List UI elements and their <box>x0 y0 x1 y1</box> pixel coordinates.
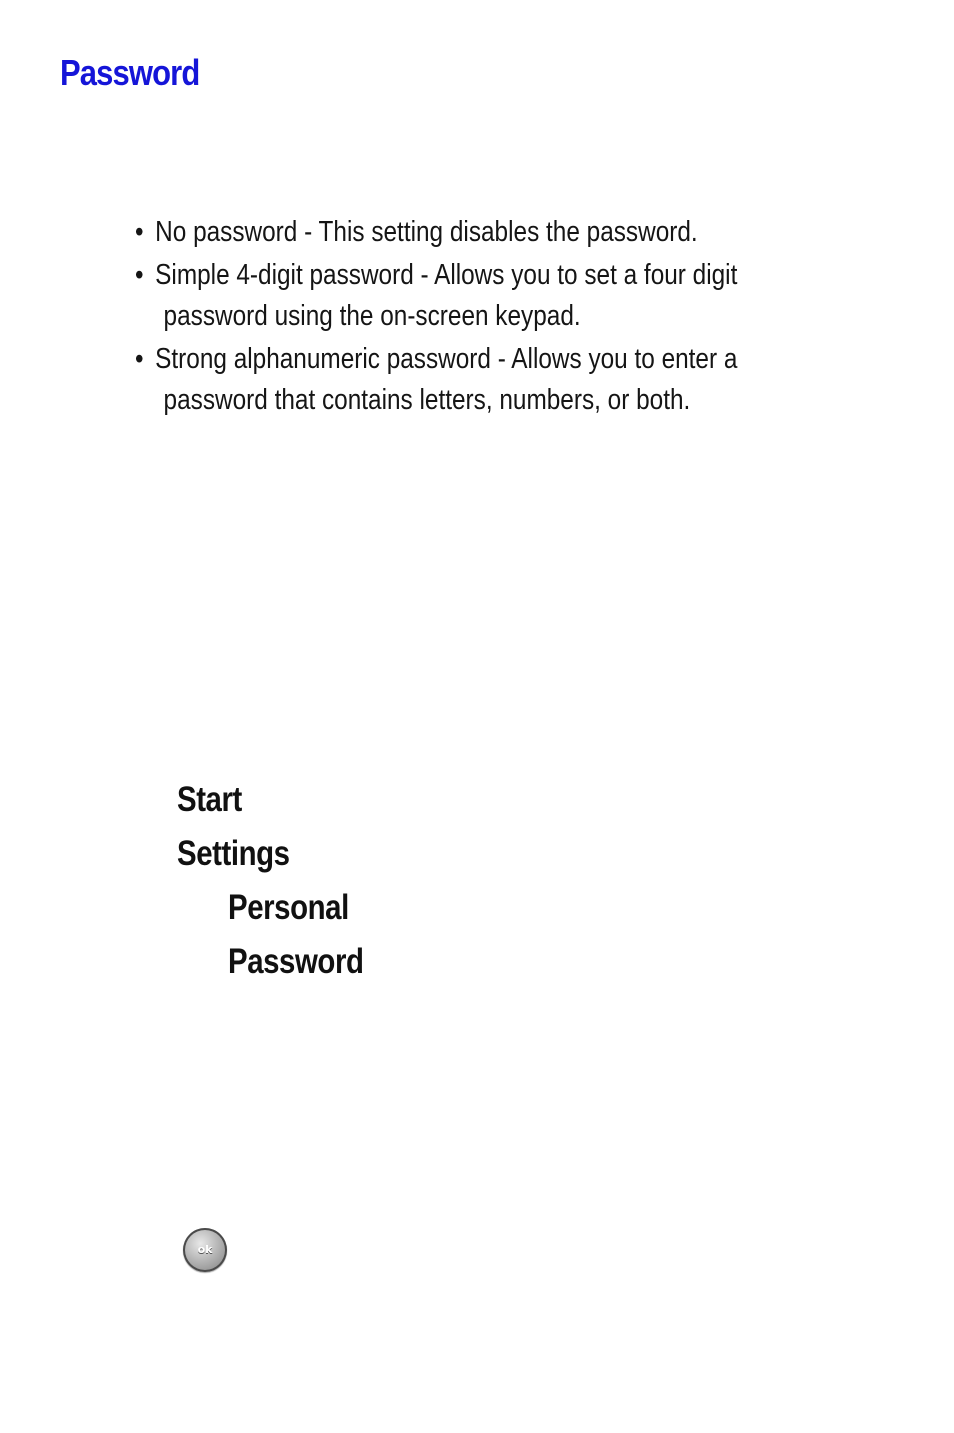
option-simple-4-digit-password <box>135 255 773 337</box>
password-options-list <box>135 212 773 423</box>
nav-step-password: Password <box>228 942 364 981</box>
option-separator: - <box>413 259 435 291</box>
option-strong-alphanumeric-password <box>135 339 773 421</box>
option-description: Allows you to enter a <box>511 343 738 375</box>
option-separator: - <box>490 343 512 375</box>
nav-step-settings: Settings <box>177 834 290 873</box>
option-description: This setting disables the password. <box>318 216 698 248</box>
option-description-continued: password using the on-screen keypad. <box>163 300 581 332</box>
option-name: Strong alphanumeric password <box>155 343 491 375</box>
option-description: Allows you to set a four digit <box>434 259 738 291</box>
option-no-password <box>135 212 773 253</box>
bullet-icon: • <box>135 343 144 375</box>
nav-step-personal: Personal <box>228 888 349 927</box>
nav-step-start: Start <box>177 780 242 819</box>
option-description-continued: password that contains letters, numbers, or both. <box>163 384 691 416</box>
section-title: Password <box>60 52 200 93</box>
bullet-icon: • <box>135 259 144 291</box>
ok-button-label: ok <box>197 1242 213 1256</box>
ok-button-icon[interactable] <box>183 1228 227 1272</box>
option-name: Simple 4-digit password <box>155 259 414 291</box>
bullet-icon: • <box>135 216 144 248</box>
option-name: No password <box>155 216 298 248</box>
option-separator: - <box>297 216 319 248</box>
